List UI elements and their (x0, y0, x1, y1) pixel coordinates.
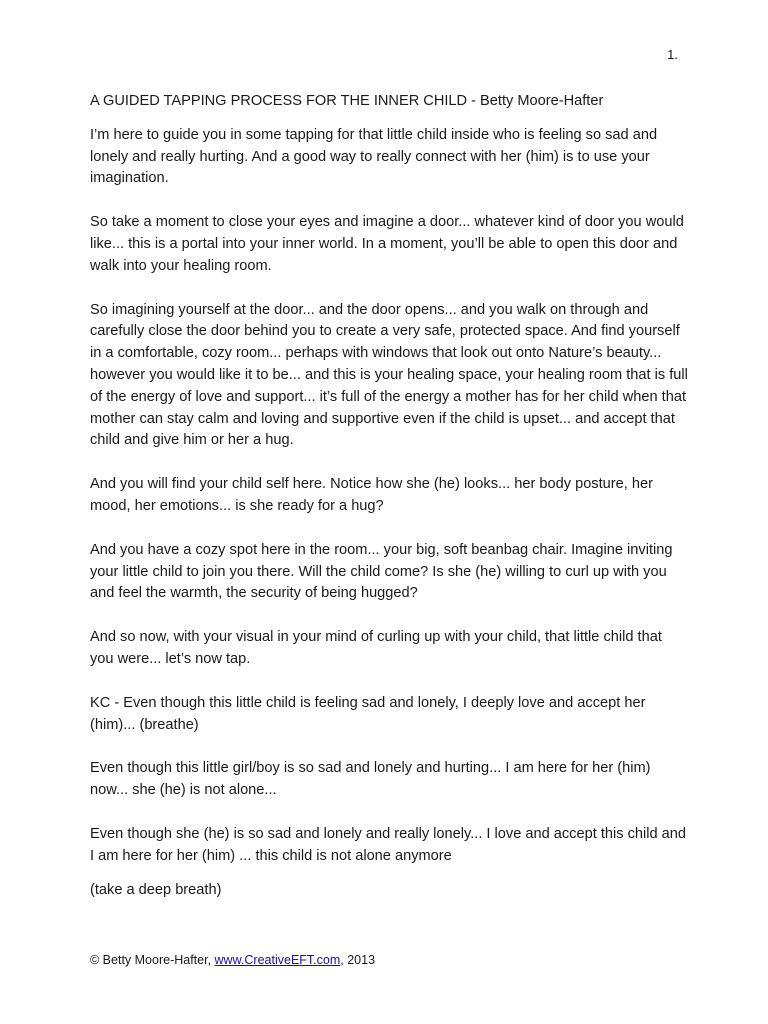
page-number: 1. (667, 47, 678, 62)
footer-copyright: © Betty Moore-Hafter, (90, 953, 215, 967)
paragraph: So take a moment to close your eyes and imagine a door... whatever kind of door you would like... this is a portal into your inner world. In a moment, you’ll be able to open this door and walk into your healing room. (90, 214, 684, 274)
paragraph: KC - Even though this little child is feeling sad and lonely, I deeply love and accept her (him)... (breathe) (90, 694, 646, 733)
paragraph: I’m here to guide you in some tapping for that little child inside who is feeling so sad and lonely and really hurting. And a good way to really connect with her (him) is to use your imagination. (90, 126, 658, 187)
paragraph: (take a deep breath) (90, 881, 222, 898)
website-link[interactable]: www.CreativeEFT.com (214, 953, 341, 967)
paragraph: So imagining yourself at the door... and the door opens... and you walk on through and carefully close the door behind you to create a very safe, protected space. And find yourself in a comfortable, cozy room... perhaps with windows that look out onto Nature’s beauty... however you would like it to be... and this is your healing space, your healing room that is full of the energy of love and support... it’s full of the energy a mother has for her child when that mother can stay calm and loving and supportive even if the child is upset... and accept that child and give him or her a hug. (90, 301, 688, 449)
paragraph: Even though she (he) is so sad and lonely and really lonely... I love and accept this child and I am here for her (him) ... this child is not alone anymore (90, 825, 687, 864)
paragraph: Even though this little girl/boy is so sad and lonely and hurting... I am here for her (him) now... she (he) is not alone... (90, 760, 651, 799)
paragraph: And you will find your child self here. Notice how she (he) looks... her body posture, her mood, her emotions... is she ready for a hug? (90, 476, 653, 514)
footer (90, 953, 375, 967)
paragraph: And so now, with your visual in your mind of curling up with your child, that little child that you were... let’s now tap. (90, 629, 662, 667)
document-title: A GUIDED TAPPING PROCESS FOR THE INNER CHILD - Betty Moore-Hafter (90, 93, 604, 109)
paragraph: And you have a cozy spot here in the room... your big, soft beanbag chair. Imagine inviting your little child to join you there. Will the child come? Is she (he) willing to curl up with you and feel the warmth, the security of being hugged? (90, 541, 673, 602)
footer-year: , 2013 (340, 953, 376, 967)
document-body (90, 91, 688, 923)
